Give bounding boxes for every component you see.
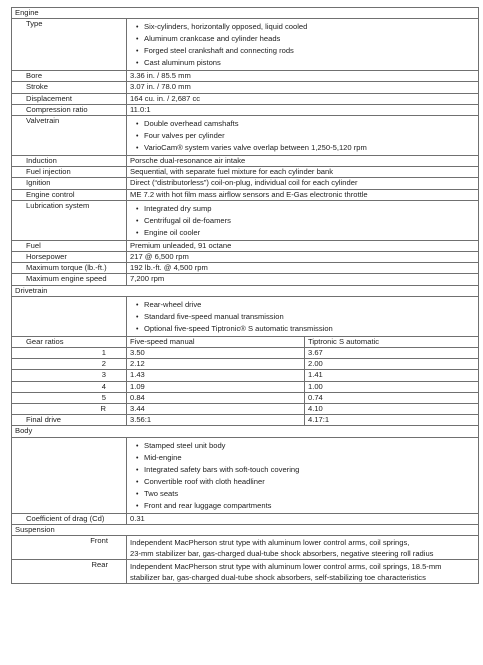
drivetrain-features-row	[12, 296, 479, 336]
gear-ratio-row	[12, 392, 479, 403]
tiptronic-ratio: 3.67	[305, 348, 479, 359]
bullet-item: • Integrated safety bars with soft-touch covering	[130, 464, 475, 476]
engine-spec-bullet-list	[127, 116, 479, 156]
final-drive-manual: 3.56:1	[127, 415, 305, 426]
suspension-section-row	[12, 524, 479, 535]
manual-ratio: 2.12	[127, 359, 305, 370]
body-bullet-list	[127, 437, 479, 513]
rear-suspension-description	[127, 560, 479, 584]
bullet-item: • Integrated dry sump	[130, 203, 475, 215]
engine-spec-label: Induction	[12, 156, 127, 167]
bullet-item: • Mid-engine	[130, 452, 475, 464]
spec-row	[12, 200, 479, 240]
engine-spec-label: Engine control	[12, 189, 127, 200]
gear-ratio-row	[12, 370, 479, 381]
drivetrain-section-row	[12, 285, 479, 296]
gear-number: 1	[12, 348, 127, 359]
engine-section-title: Engine	[12, 8, 479, 19]
engine-spec-label: Compression ratio	[12, 104, 127, 115]
bullet-item: • Stamped steel unit body	[130, 440, 475, 452]
gear-number: 3	[12, 370, 127, 381]
final-drive-row	[12, 415, 479, 426]
gear-number: 4	[12, 381, 127, 392]
spec-row	[12, 240, 479, 251]
engine-spec-value: 11.0:1	[127, 104, 479, 115]
engine-spec-value: 3.07 in. / 78.0 mm	[127, 82, 479, 93]
engine-spec-label: Displacement	[12, 93, 127, 104]
engine-spec-label: Bore	[12, 71, 127, 82]
engine-spec-value: Porsche dual-resonance air intake	[127, 156, 479, 167]
spec-row	[12, 93, 479, 104]
engine-spec-label: Fuel injection	[12, 167, 127, 178]
final-drive-tiptronic: 4.17:1	[305, 415, 479, 426]
front-suspension-label: Front	[12, 536, 127, 560]
engine-spec-value: ME 7.2 with hot film mass airflow sensors and E-Gas electronic throttle	[127, 189, 479, 200]
engine-spec-label: Fuel	[12, 240, 127, 251]
gear-ratios-label: Gear ratios	[12, 336, 127, 347]
body-section-row	[12, 426, 479, 437]
suspension-section-title: Suspension	[12, 524, 479, 535]
engine-spec-value: 192 lb.-ft. @ 4,500 rpm	[127, 263, 479, 274]
tiptronic-ratio: 4.10	[305, 404, 479, 415]
description-line: 23-mm stabilizer bar, gas-charged dual-tube shock absorbers, negative steering roll radius	[130, 549, 434, 559]
drivetrain-section-title: Drivetrain	[12, 285, 479, 296]
gear-ratio-row	[12, 381, 479, 392]
engine-spec-label: Valvetrain	[12, 116, 127, 156]
gear-ratios-header-row	[12, 336, 479, 347]
body-section-title: Body	[12, 426, 479, 437]
engine-spec-label: Type	[12, 19, 127, 71]
spec-row	[12, 19, 479, 71]
engine-spec-label: Horsepower	[12, 252, 127, 263]
engine-spec-value: Premium unleaded, 91 octane	[127, 240, 479, 251]
description-line: stabilizer bar, gas-charged dual-tube shock absorbers, self-stabilizing toe characteristics	[130, 573, 426, 583]
description-line: Independent MacPherson strut type with aluminum lower control arms, coil springs, 18.5-mm	[130, 562, 442, 572]
bullet-item: • Aluminum crankcase and cylinder heads	[130, 33, 475, 45]
engine-spec-value: 217 @ 6,500 rpm	[127, 252, 479, 263]
spec-row	[12, 263, 479, 274]
manual-ratio: 3.50	[127, 348, 305, 359]
bullet-item: • Two seats	[130, 488, 475, 500]
bullet-item: • Rear-wheel drive	[130, 299, 475, 311]
rear-suspension-row	[12, 560, 479, 584]
drivetrain-bullet-list	[127, 296, 479, 336]
gear-number: 2	[12, 359, 127, 370]
description-line: Independent MacPherson strut type with aluminum lower control arms, coil springs,	[130, 538, 410, 548]
engine-spec-value: 3.36 in. / 85.5 mm	[127, 71, 479, 82]
spec-row	[12, 71, 479, 82]
bullet-item: • Cast aluminum pistons	[130, 57, 475, 69]
engine-spec-value: 7,200 rpm	[127, 274, 479, 285]
bullet-item: • Front and rear luggage compartments	[130, 500, 475, 512]
gear-number: 5	[12, 392, 127, 403]
tiptronic-ratio: 2.00	[305, 359, 479, 370]
engine-spec-label: Stroke	[12, 82, 127, 93]
body-features-row	[12, 437, 479, 513]
front-suspension-description	[127, 536, 479, 560]
spec-row	[12, 82, 479, 93]
front-suspension-row	[12, 536, 479, 560]
engine-spec-bullet-list	[127, 200, 479, 240]
bullet-item: • Forged steel crankshaft and connecting rods	[130, 45, 475, 57]
bullet-item: • Optional five-speed Tiptronic® S automatic transmission	[130, 323, 475, 335]
manual-header: Five-speed manual	[127, 336, 305, 347]
bullet-item: • Six-cylinders, horizontally opposed, liquid cooled	[130, 21, 475, 33]
spec-row	[12, 252, 479, 263]
manual-ratio: 0.84	[127, 392, 305, 403]
spec-row	[12, 104, 479, 115]
engine-section-row	[12, 8, 479, 19]
engine-spec-label: Lubrication system	[12, 200, 127, 240]
tiptronic-ratio: 0.74	[305, 392, 479, 403]
manual-ratio: 1.43	[127, 370, 305, 381]
gear-ratio-row	[12, 404, 479, 415]
engine-spec-bullet-list	[127, 19, 479, 71]
specifications-table	[11, 7, 479, 584]
engine-spec-value: Direct (“distributorless”) coil-on-plug, individual coil for each cylinder	[127, 178, 479, 189]
engine-spec-label: Maximum engine speed	[12, 274, 127, 285]
drag-coefficient-label: Coefficient of drag (Cd)	[12, 513, 127, 524]
engine-spec-label: Ignition	[12, 178, 127, 189]
gear-ratio-row	[12, 348, 479, 359]
spec-row	[12, 167, 479, 178]
spec-row	[12, 178, 479, 189]
manual-ratio: 3.44	[127, 404, 305, 415]
bullet-item: • Double overhead camshafts	[130, 118, 475, 130]
bullet-item: • VarioCam® system varies valve overlap between 1,250-5,120 rpm	[130, 142, 475, 154]
gear-ratio-row	[12, 359, 479, 370]
drag-coefficient-value: 0.31	[127, 513, 479, 524]
final-drive-label: Final drive	[12, 415, 127, 426]
spec-row	[12, 274, 479, 285]
engine-spec-label: Maximum torque (lb.-ft.)	[12, 263, 127, 274]
bullet-item: • Centrifugal oil de-foamers	[130, 215, 475, 227]
bullet-item: • Four valves per cylinder	[130, 130, 475, 142]
bullet-item: • Convertible roof with cloth headliner	[130, 476, 475, 488]
spec-row	[12, 189, 479, 200]
tiptronic-ratio: 1.00	[305, 381, 479, 392]
tiptronic-ratio: 1.41	[305, 370, 479, 381]
engine-spec-value: Sequential, with separate fuel mixture for each cylinder bank	[127, 167, 479, 178]
engine-spec-value: 164 cu. in. / 2,687 cc	[127, 93, 479, 104]
tiptronic-header: Tiptronic S automatic	[305, 336, 479, 347]
spec-row	[12, 513, 479, 524]
spec-row	[12, 156, 479, 167]
rear-suspension-label: Rear	[12, 560, 127, 584]
manual-ratio: 1.09	[127, 381, 305, 392]
gear-number: R	[12, 404, 127, 415]
bullet-item: • Engine oil cooler	[130, 227, 475, 239]
bullet-item: • Standard five-speed manual transmission	[130, 311, 475, 323]
spec-row	[12, 116, 479, 156]
